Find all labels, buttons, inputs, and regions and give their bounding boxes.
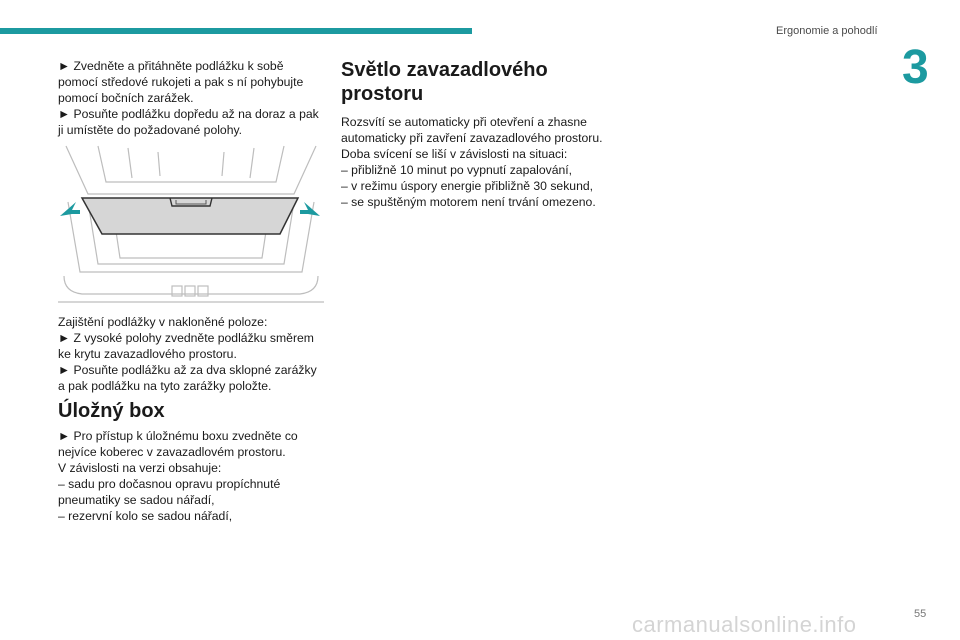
storage-box-line: ► Pro přístup k úložnému boxu zvedněte co nejvíce koberec v zavazadlovém prostoru. <box>58 429 298 459</box>
trunk-light-heading: Světlo zavazadlového prostoru <box>341 59 548 105</box>
trunk-floor-illustration <box>58 142 324 306</box>
trunk-light-line: – přibližně 10 minut po vypnutí zapalování, <box>341 163 573 177</box>
incline-line: Zajištění podlážky v nakloněné poloze: <box>58 315 268 329</box>
trunk-floor-illustration-svg <box>58 142 324 306</box>
trunk-light-line: Rozsvítí se automaticky při otevření a zhasne automaticky při zavření zavazadlového prostoru. <box>341 115 603 145</box>
storage-box-line: V závislosti na verzi obsahuje: <box>58 461 222 475</box>
incline-line: ► Posuňte podlážku až za dva sklopné zarážky a pak podlážku na tyto zarážky položte. <box>58 363 317 393</box>
storage-box-text <box>58 428 326 524</box>
storage-box-line: – rezervní kolo se sadou nářadí, <box>58 509 233 523</box>
storage-box-heading: Úložný box <box>58 400 165 422</box>
page-number: 55 <box>914 608 927 620</box>
storage-box-line: – sadu pro dočasnou opravu propíchnuté pneumatiky se sadou nářadí, <box>58 477 281 507</box>
right-column <box>341 58 611 210</box>
section-title: Ergonomie a pohodlí <box>776 25 878 37</box>
left-intro <box>58 58 326 138</box>
trunk-light-line: – se spuštěným motorem není trvání omezeno. <box>341 195 596 209</box>
incline-instructions <box>58 314 326 394</box>
header-accent-bar <box>0 28 472 34</box>
trunk-light-line: – v režimu úspory energie přibližně 30 sekund, <box>341 179 594 193</box>
intro-line: ► Zvedněte a přitáhněte podlážku k sobě pomocí středové rukojeti a pak s ní pohybujte pomocí bočních zarážek. <box>58 59 304 105</box>
chapter-number: 3 <box>902 41 929 94</box>
incline-line: ► Z vysoké polohy zvedněte podlážku směrem ke krytu zavazadlového prostoru. <box>58 331 314 361</box>
intro-line: ► Posuňte podlážku dopředu až na doraz a pak ji umístěte do požadované polohy. <box>58 107 319 137</box>
watermark: carmanualsonline.info <box>632 612 857 637</box>
trunk-light-line: Doba svícení se liší v závislosti na situaci: <box>341 147 568 161</box>
